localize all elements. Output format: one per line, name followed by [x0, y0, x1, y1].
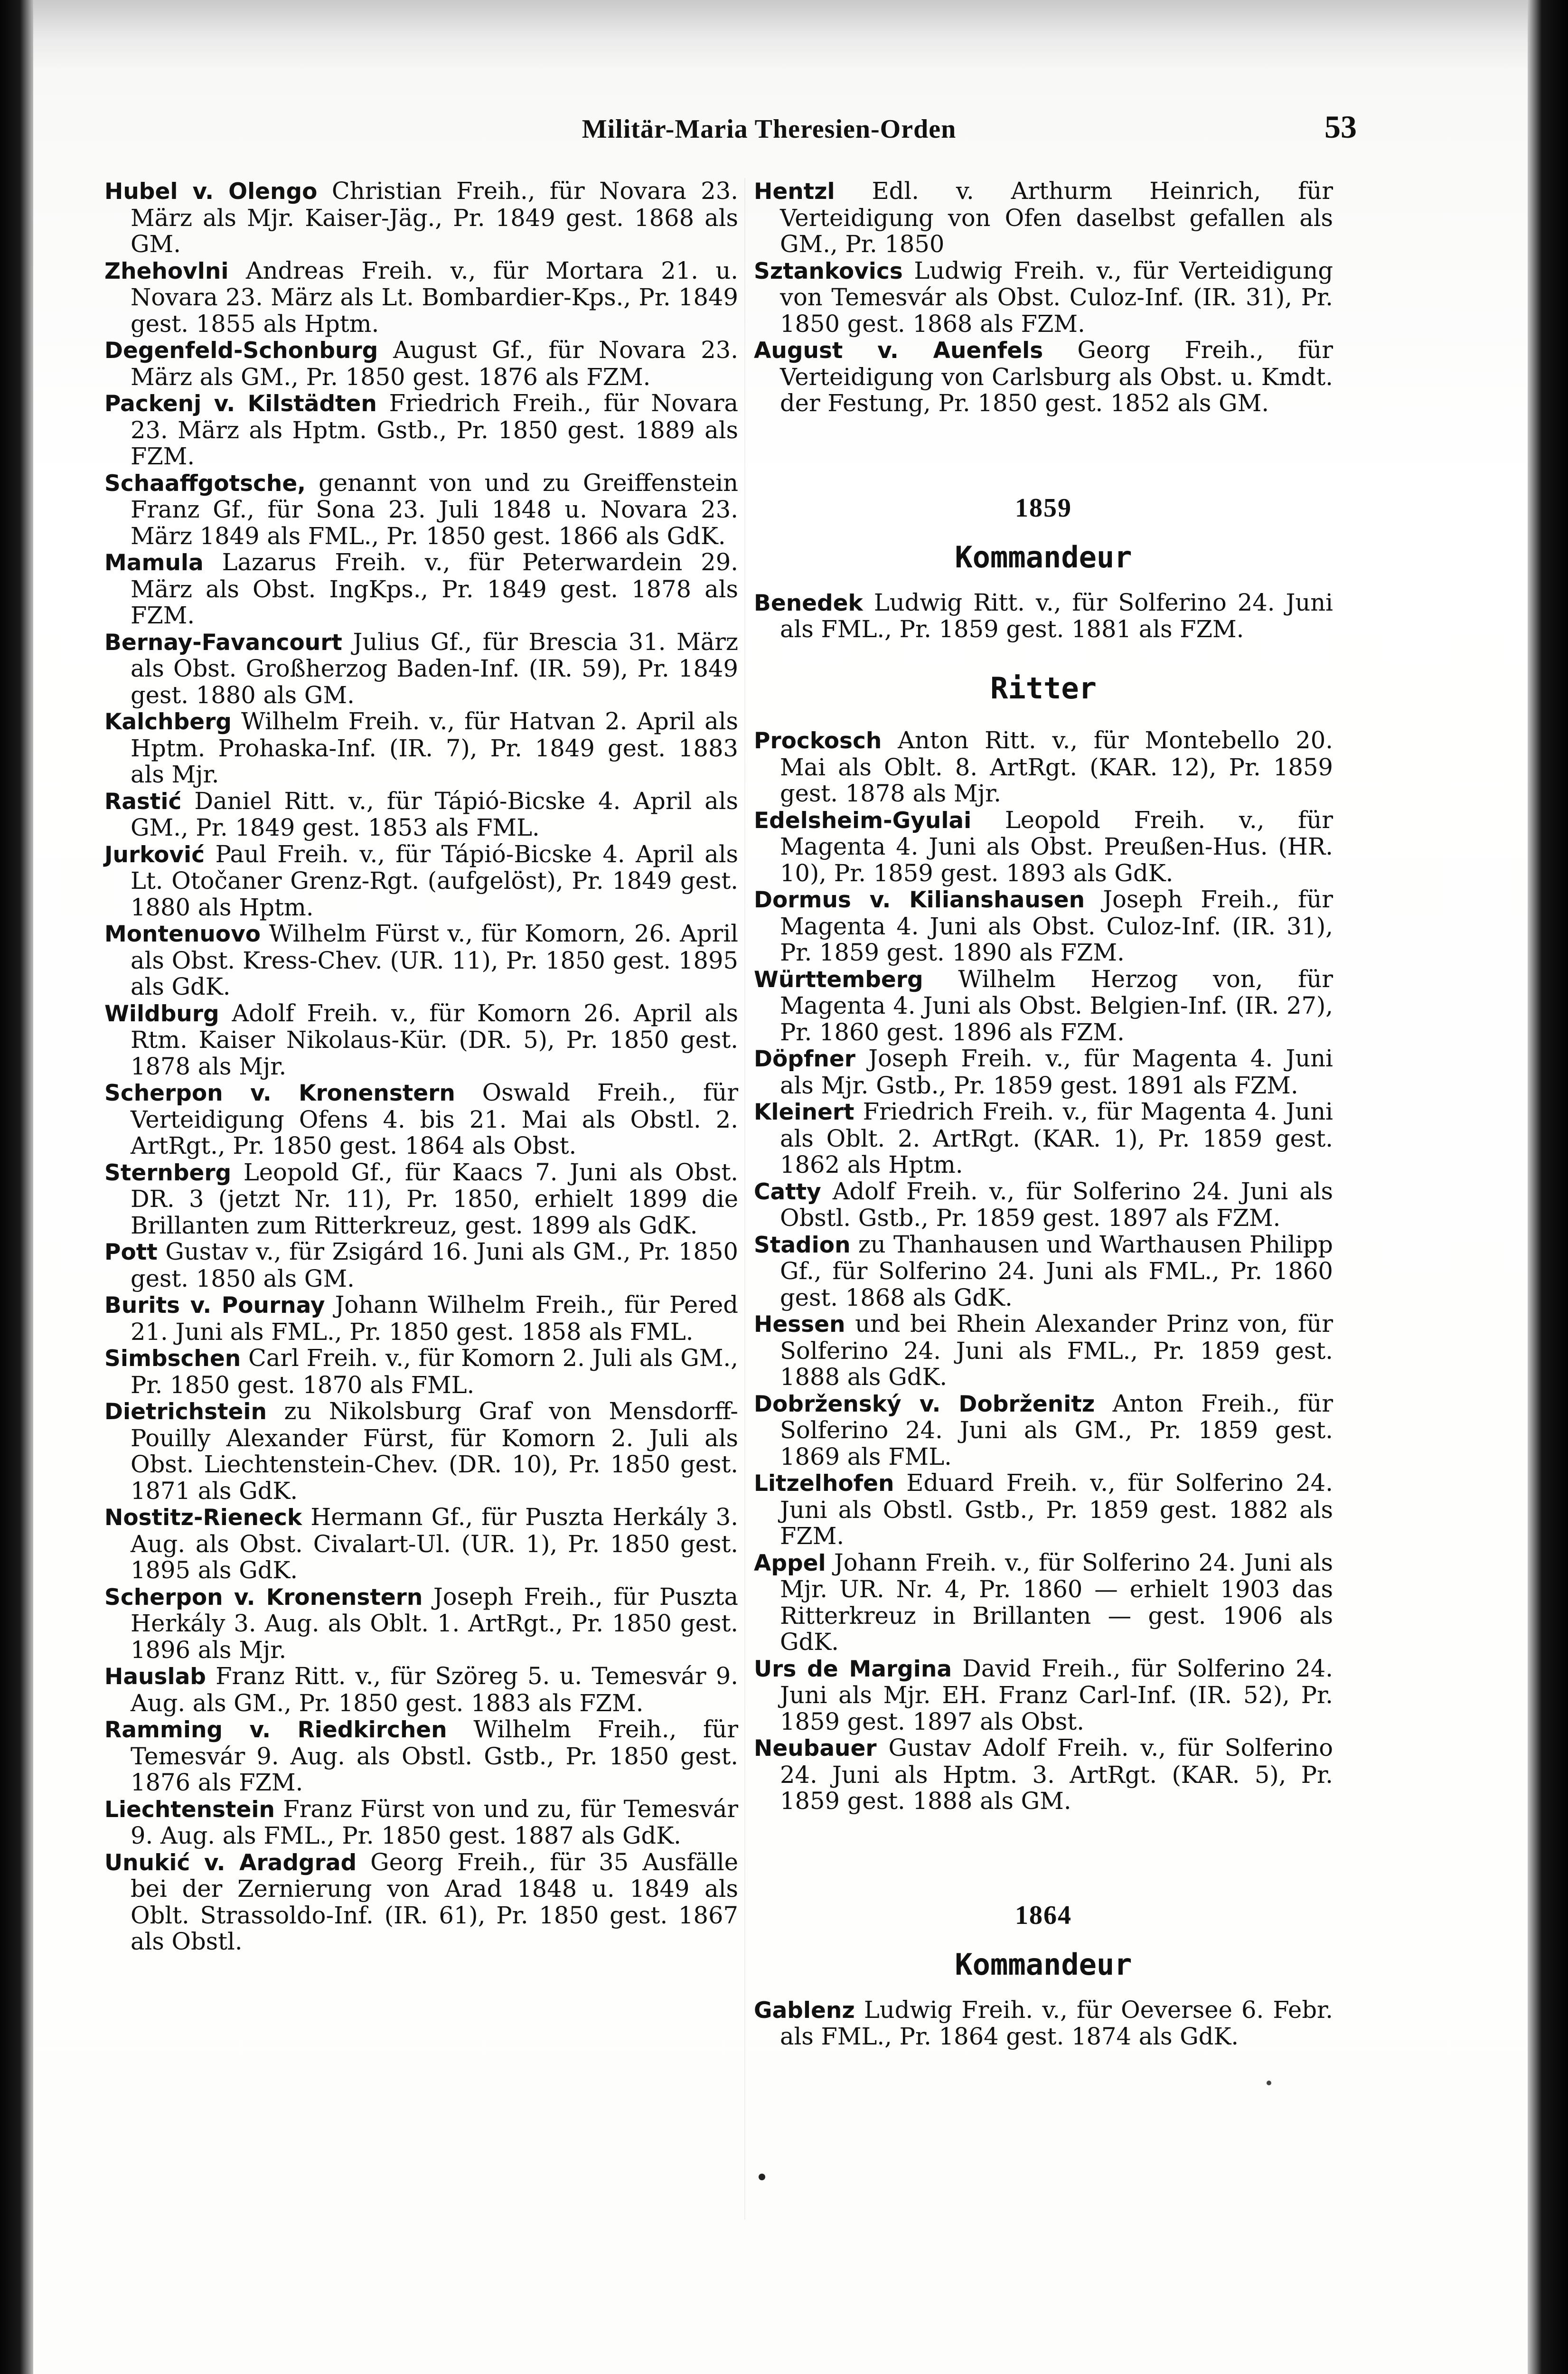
entry-text: Ludwig Freih. v., für Oeversee 6. Febr. als FML., Pr. 1864 gest. 1874 als GdK.: [780, 1996, 1333, 2050]
entry-name: Kleinert: [754, 1099, 854, 1125]
register-entry: [754, 1232, 1333, 1311]
entry-name: Wildburg: [104, 1000, 219, 1027]
entry-name: Jurković: [104, 841, 205, 868]
page-number: 53: [1324, 109, 1357, 145]
entry-text: Georg Freih., für Verteidigung von Carlsburg als Obst. u. Kmdt. der Festung, Pr. 1850 gest. 1852 als GM.: [780, 336, 1333, 417]
entry-text: Paul Freih. v., für Tápió-Bicske 4. April als Lt. Otočaner Grenz-Rgt. (aufgelöst), Pr. 1849 gest. 1880 als Hptm.: [131, 840, 738, 921]
entry-text: Eduard Freih. v., für Solferino 24. Juni als Obstl. Gstb., Pr. 1859 gest. 1882 als FZM.: [780, 1469, 1333, 1550]
entry-name: Gablenz: [754, 1997, 855, 2024]
entry-text: Franz Fürst von und zu, für Temesvár 9. Aug. als FML., Pr. 1850 gest. 1887 als GdK.: [131, 1795, 738, 1849]
register-entry: [754, 1997, 1333, 2050]
entry-text: August Gf., für Novara 23. März als GM., Pr. 1850 gest. 1876 als FZM.: [131, 336, 738, 391]
register-entry: [104, 470, 738, 550]
entry-text: Friedrich Freih., für Novara 23. März als Hptm. Gstb., Pr. 1850 gest. 1889 als FZM.: [131, 389, 738, 470]
entry-name: Schaaffgotsche,: [104, 470, 306, 497]
entry-name: Neubauer: [754, 1735, 877, 1762]
register-entry: [104, 258, 738, 338]
ritter-1859-entries: [754, 727, 1333, 1815]
entry-name: Mamula: [104, 550, 204, 576]
entry-name: Rastić: [104, 788, 182, 815]
entry-text: Wilhelm Herzog von, für Magenta 4. Juni als Obst. Belgien-Inf. (IR. 27), Pr. 1860 gest. 1896 als FZM.: [780, 965, 1333, 1046]
entry-text: genannt von und zu Greiffenstein Franz Gf., für Sona 23. Juli 1848 u. Novara 23. März 1849 als FML., Pr. 1850 gest. 1866 als GdK.: [131, 469, 738, 550]
entry-text: Christian Freih., für Novara 23. März als Mjr. Kaiser-Jäg., Pr. 1849 gest. 1868 als GM.: [131, 177, 738, 258]
register-entry: [754, 178, 1333, 258]
entry-name: Appel: [754, 1550, 826, 1576]
entry-name: Zhehovlni: [104, 258, 229, 284]
register-entry: [104, 1292, 738, 1345]
entry-text: Franz Ritt. v., für Szöreg 5. u. Temesvár 9. Aug. als GM., Pr. 1850 gest. 1883 als FZM.: [131, 1662, 738, 1717]
kommandeur-heading-1859: Kommandeur: [955, 540, 1132, 575]
entry-name: Sztankovics: [754, 258, 903, 284]
entry-text: Gustav v., für Zsigárd 16. Juni als GM., Pr. 1850 gest. 1850 als GM.: [131, 1238, 738, 1292]
entry-text: Lazarus Freih. v., für Peterwardein 29. März als Obst. IngKps., Pr. 1849 gest. 1878 als FZM.: [131, 548, 738, 629]
entry-name: Litzelhofen: [754, 1470, 894, 1497]
register-entry: [754, 1391, 1333, 1470]
ritter-heading-1859: Ritter: [990, 670, 1097, 706]
register-entry: [104, 629, 738, 709]
entry-text: Andreas Freih. v., für Mortara 21. u. Novara 23. März als Lt. Bombardier-Kps., Pr. 1849 gest. 1855 als Hptm.: [131, 256, 738, 338]
register-entry: [104, 549, 738, 629]
year-heading-1864: 1864: [1015, 1900, 1072, 1930]
entry-text: David Freih., für Solferino 24. Juni als Mjr. EH. Franz Carl-Inf. (IR. 52), Pr. 1859 gest. 1897 als Obst.: [780, 1654, 1333, 1735]
entry-text: Wilhelm Freih., für Temesvár 9. Aug. als Obstl. Gstb., Pr. 1850 gest. 1876 als FZM.: [131, 1715, 738, 1796]
entry-name: Liechtenstein: [104, 1796, 275, 1823]
register-entry: [104, 1504, 738, 1584]
entry-text: Oswald Freih., für Verteidigung Ofens 4. bis 21. Mai als Obstl. 2. ArtRgt., Pr. 1850 gest. 1864 als Obst.: [131, 1079, 738, 1159]
entry-name: Nostitz-Rieneck: [104, 1505, 302, 1531]
register-entry: [104, 1345, 738, 1398]
entry-text: Ludwig Ritt. v., für Solferino 24. Juni als FML., Pr. 1859 gest. 1881 als FZM.: [780, 588, 1333, 643]
register-entry: [754, 590, 1333, 643]
year-heading-1859: 1859: [1015, 493, 1072, 523]
entry-name: Scherpon v. Kronenstern: [104, 1080, 455, 1106]
register-entry: [754, 1470, 1333, 1550]
register-entry: [104, 390, 738, 470]
entry-name: Hubel v. Olengo: [104, 179, 318, 205]
entry-name: Hentzl: [754, 179, 835, 205]
entry-text: Joseph Freih., für Puszta Herkály 3. Aug. als Oblt. 1. ArtRgt., Pr. 1850 gest. 1896 als Mjr.: [131, 1583, 738, 1664]
register-entry: [754, 1099, 1333, 1178]
entry-name: Württemberg: [754, 966, 923, 993]
entry-text: und bei Rhein Alexander Prinz von, für Solferino 24. Juni als FML., Pr. 1859 gest. 1888 als GdK.: [780, 1310, 1333, 1391]
register-entry: [754, 727, 1333, 807]
column-gutter: [744, 178, 745, 2220]
entry-text: Johann Freih. v., für Solferino 24. Juni als Mjr. UR. Nr. 4, Pr. 1860 — erhielt 1903 das Ritterkreuz in Brillanten — gest. 1906 als GdK.: [780, 1548, 1333, 1656]
entry-name: Dobrženský v. Dobrženitz: [754, 1391, 1095, 1417]
kommandeur-1864-entries: [754, 1997, 1333, 2050]
entry-name: Pott: [104, 1239, 158, 1265]
register-entry: [754, 1735, 1333, 1815]
kommandeur-heading-1864: Kommandeur: [955, 1947, 1132, 1982]
entry-text: Anton Ritt. v., für Montebello 20. Mai als Oblt. 8. ArtRgt. (KAR. 12), Pr. 1859 gest. 1878 als Mjr.: [780, 726, 1333, 807]
ink-speck: [1267, 2081, 1271, 2085]
entry-name: Hessen: [754, 1311, 845, 1338]
entry-name: Unukić v. Aradgrad: [104, 1849, 357, 1876]
register-entry: [754, 1656, 1333, 1735]
register-entry: [104, 1159, 738, 1239]
entry-text: Anton Freih., für Solferino 24. Juni als GM., Pr. 1859 gest. 1869 als FML.: [780, 1389, 1333, 1470]
ink-speck: [759, 2174, 765, 2180]
entry-text: Friedrich Freih. v., für Magenta 4. Juni als Oblt. 2. ArtRgt. (KAR. 1), Pr. 1859 gest. 1862 als Hptm.: [780, 1098, 1333, 1178]
register-entry: [104, 337, 738, 390]
right-top-entries: [754, 178, 1333, 417]
entry-text: Georg Freih., für 35 Ausfälle bei der Zernierung von Arad 1848 u. 1849 als Oblt. Strassoldo-Inf. (IR. 61), Pr. 1850 gest. 1867 als Obstl.: [131, 1848, 739, 1955]
register-entry: [104, 841, 738, 921]
entry-name: Burits v. Pournay: [104, 1292, 325, 1319]
entry-text: Daniel Ritt. v., für Tápió-Bicske 4. April als GM., Pr. 1849 gest. 1853 als FML.: [131, 787, 738, 841]
entry-text: zu Thanhausen und Warthausen Philipp Gf., für Solferino 24. Juni als FML., Pr. 1860 gest. 1868 als GdK.: [780, 1230, 1333, 1311]
register-entry: [104, 1239, 738, 1292]
entry-text: zu Nikolsburg Graf von Mensdorff-Pouilly Alexander Fürst, für Komorn 2. Juli als Obst. Liechtenstein-Chev. (DR. 10), Pr. 1850 gest. 1871 als GdK.: [131, 1397, 738, 1505]
register-entry: [754, 337, 1333, 417]
entry-text: Wilhelm Fürst v., für Komorn, 26. April als Obst. Kress-Chev. (UR. 11), Pr. 1850 gest. 1895 als GdK.: [131, 920, 738, 1000]
entry-name: Urs de Margina: [754, 1656, 952, 1682]
register-entry: [754, 1550, 1333, 1656]
entry-text: Leopold Freih. v., für Magenta 4. Juni als Obst. Preußen-Hus. (HR. 10), Pr. 1859 gest. 1893 als GdK.: [780, 806, 1333, 887]
register-entry: [104, 1584, 738, 1664]
register-entry: [104, 1000, 738, 1080]
entry-name: Kalchberg: [104, 709, 232, 735]
entry-name: Packenj v. Kilstädten: [104, 391, 377, 417]
register-entry: [104, 1398, 738, 1504]
register-entry: [754, 1178, 1333, 1232]
entry-text: Adolf Freih. v., für Komorn 26. April als Rtm. Kaiser Nikolaus-Kür. (DR. 5), Pr. 1850 gest. 1878 als Mjr.: [131, 999, 738, 1080]
scan-edge-left: [0, 0, 33, 2374]
entry-text: Joseph Freih. v., für Magenta 4. Juni als Mjr. Gstb., Pr. 1859 gest. 1891 als FZM.: [780, 1045, 1333, 1099]
scan-edge-right: [1528, 0, 1568, 2374]
register-entry: [104, 1849, 738, 1955]
entry-text: Wilhelm Freih. v., für Hatvan 2. April als Hptm. Prohaska-Inf. (IR. 7), Pr. 1849 gest. 1883 als Mjr.: [131, 707, 738, 788]
entry-name: Döpfner: [754, 1046, 855, 1072]
entry-name: August v. Auenfels: [754, 338, 1043, 364]
entry-text: Johann Wilhelm Freih., für Pered 21. Juni als FML., Pr. 1850 gest. 1858 als FML.: [131, 1291, 738, 1346]
entry-name: Edelsheim-Gyulai: [754, 807, 972, 834]
entry-name: Stadion: [754, 1232, 851, 1258]
entry-name: Benedek: [754, 590, 863, 616]
register-entry: [104, 921, 738, 1000]
register-entry: [104, 178, 738, 258]
left-column: [104, 178, 738, 1955]
entry-name: Scherpon v. Kronenstern: [104, 1584, 423, 1611]
register-entry: [754, 966, 1333, 1046]
register-entry: [754, 1311, 1333, 1391]
running-title: Militär-Maria Theresien-Orden: [582, 114, 957, 144]
entry-text: Ludwig Freih. v., für Verteidigung von Temesvár als Obst. Culoz-Inf. (IR. 31), Pr. 1850 gest. 1868 als FZM.: [780, 256, 1333, 338]
entry-name: Dormus v. Kilianshausen: [754, 887, 1085, 913]
scan-top-shade: [33, 0, 1528, 71]
entry-name: Sternberg: [104, 1159, 232, 1186]
register-entry: [104, 1663, 738, 1716]
entry-name: Montenuovo: [104, 921, 261, 947]
register-entry: [104, 788, 738, 841]
entry-text: Edl. v. Arthurm Heinrich, für Verteidigung von Ofen daselbst gefallen als GM., Pr. 1850: [780, 177, 1333, 258]
entry-text: Leopold Gf., für Kaacs 7. Juni als Obst. DR. 3 (jetzt Nr. 11), Pr. 1850, erhielt 1899 die Brillanten zum Ritterkreuz, gest. 1899 als GdK.: [131, 1158, 738, 1239]
entry-text: Gustav Adolf Freih. v., für Solferino 24. Juni als Hptm. 3. ArtRgt. (KAR. 5), Pr. 1859 gest. 1888 als GM.: [780, 1734, 1333, 1815]
register-entry: [104, 1796, 738, 1849]
entry-name: Degenfeld-Schonburg: [104, 338, 378, 364]
entry-text: Adolf Freih. v., für Solferino 24. Juni als Obstl. Gstb., Pr. 1859 gest. 1897 als FZM.: [780, 1177, 1333, 1232]
register-entry: [104, 708, 738, 788]
right-column: [754, 178, 1333, 2050]
kommandeur-1859-entries: [754, 590, 1333, 643]
entry-name: Catty: [754, 1178, 821, 1205]
entry-name: Bernay-Favancourt: [104, 629, 342, 656]
register-entry: [104, 1080, 738, 1159]
entry-name: Dietrichstein: [104, 1399, 267, 1425]
entry-name: Ramming v. Riedkirchen: [104, 1717, 447, 1743]
register-entry: [754, 807, 1333, 887]
entry-name: Hauslab: [104, 1664, 206, 1690]
register-entry: [754, 258, 1333, 338]
register-entry: [104, 1716, 738, 1796]
entry-text: Julius Gf., für Brescia 31. März als Obst. Großherzog Baden-Inf. (IR. 59), Pr. 1849 gest. 1880 als GM.: [131, 628, 738, 709]
entry-text: Joseph Freih., für Magenta 4. Juni als Obst. Culoz-Inf. (IR. 31), Pr. 1859 gest. 1890 als FZM.: [780, 886, 1333, 966]
register-entry: [754, 886, 1333, 966]
entry-name: Prockosch: [754, 728, 882, 754]
entry-text: Hermann Gf., für Puszta Herkály 3. Aug. als Obst. Civalart-Ul. (UR. 1), Pr. 1850 gest. 1895 als GdK.: [131, 1503, 738, 1584]
entry-name: Simbschen: [104, 1346, 241, 1372]
register-entry: [754, 1046, 1333, 1099]
entry-text: Carl Freih. v., für Komorn 2. Juli als GM., Pr. 1850 gest. 1870 als FML.: [131, 1344, 738, 1399]
